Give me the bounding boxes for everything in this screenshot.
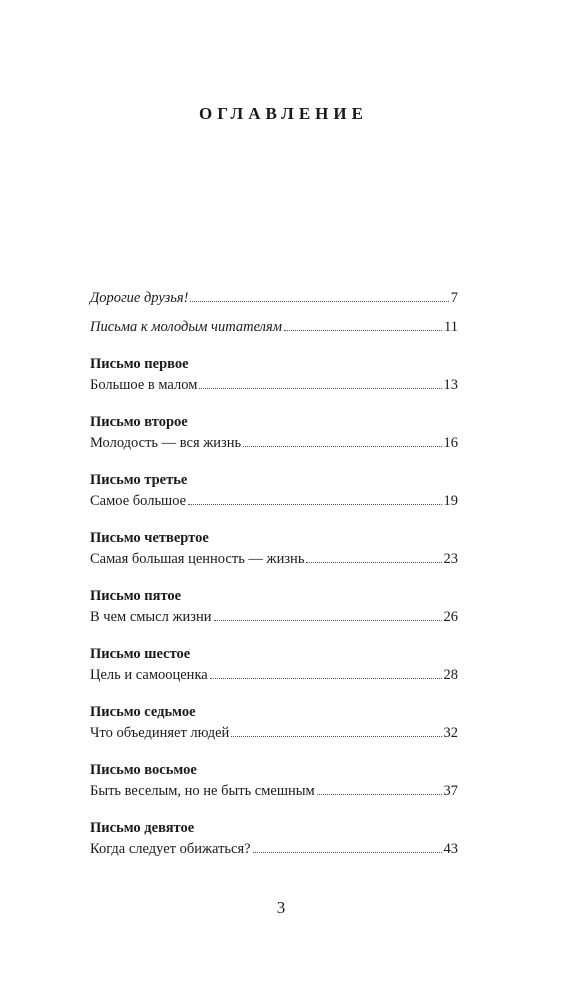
dot-leader — [188, 503, 441, 505]
toc-entry-page: 23 — [443, 551, 458, 567]
toc-entry-page: 28 — [443, 667, 458, 683]
toc-entry-intro-1[interactable] — [90, 288, 458, 309]
toc-entry-page: 37 — [443, 783, 458, 799]
toc-entry-letter-1[interactable] — [90, 375, 458, 396]
toc-entry-text: В чем смысл жизни — [90, 609, 212, 625]
toc-entry-letter-7[interactable] — [90, 723, 458, 744]
toc-entry-text: Когда следует обижаться? — [90, 841, 251, 857]
dot-leader — [317, 793, 442, 795]
toc-entry-text: Дорогие друзья! — [90, 290, 189, 306]
toc-title: ОГЛАВЛЕНИЕ — [199, 104, 368, 123]
dot-leader — [243, 445, 441, 447]
toc-entry-page: 19 — [443, 493, 458, 509]
toc-entry-letter-3[interactable] — [90, 491, 458, 512]
page-number: 3 — [276, 898, 286, 917]
toc-entry-text: Самая большая ценность — жизнь — [90, 551, 305, 567]
letter-heading-3: Письмо третье — [90, 472, 188, 488]
letter-heading-8: Письмо восьмое — [90, 762, 197, 778]
toc-entry-letter-2[interactable] — [90, 433, 458, 454]
letter-heading-5: Письмо пятое — [90, 588, 182, 604]
dot-leader — [284, 329, 442, 331]
toc-entry-text: Что объединяет людей — [90, 725, 230, 741]
toc-entry-letter-5[interactable] — [90, 607, 458, 628]
dot-leader — [306, 561, 441, 563]
dot-leader — [214, 619, 442, 621]
dot-leader — [199, 387, 441, 389]
toc-entry-page: 43 — [443, 841, 458, 857]
toc-entry-page: 11 — [444, 319, 458, 335]
toc-entry-page: 32 — [443, 725, 458, 741]
letter-heading-4: Письмо четвертое — [90, 530, 209, 546]
toc-entry-page: 16 — [443, 435, 458, 451]
toc-entry-text: Молодость — вся жизнь — [90, 435, 242, 451]
letter-heading-2: Письмо второе — [90, 414, 188, 430]
dot-leader — [253, 851, 442, 853]
toc-entry-letter-4[interactable] — [90, 549, 458, 570]
toc-entry-text: Цель и самооценка — [90, 667, 208, 683]
table-of-contents — [90, 288, 458, 860]
toc-entry-letter-6[interactable] — [90, 665, 458, 686]
toc-entry-text: Большое в малом — [90, 377, 198, 393]
toc-entry-page: 26 — [443, 609, 458, 625]
letter-heading-9: Письмо девятое — [90, 820, 195, 836]
toc-entry-letter-9[interactable] — [90, 839, 458, 860]
letter-heading-1: Письмо первое — [90, 356, 189, 372]
dot-leader — [210, 677, 442, 679]
toc-entry-text: Самое большое — [90, 493, 187, 509]
toc-entry-letter-8[interactable] — [90, 781, 458, 802]
toc-entry-page: 13 — [443, 377, 458, 393]
toc-entry-page: 7 — [450, 290, 458, 306]
dot-leader — [231, 735, 441, 737]
toc-entry-intro-2[interactable] — [90, 317, 458, 338]
dot-leader — [190, 300, 448, 302]
toc-entry-text: Быть веселым, но не быть смешным — [90, 783, 315, 799]
toc-entry-text: Письма к молодым читателям — [90, 319, 282, 335]
letter-heading-6: Письмо шестое — [90, 646, 191, 662]
letter-heading-7: Письмо седьмое — [90, 704, 196, 720]
